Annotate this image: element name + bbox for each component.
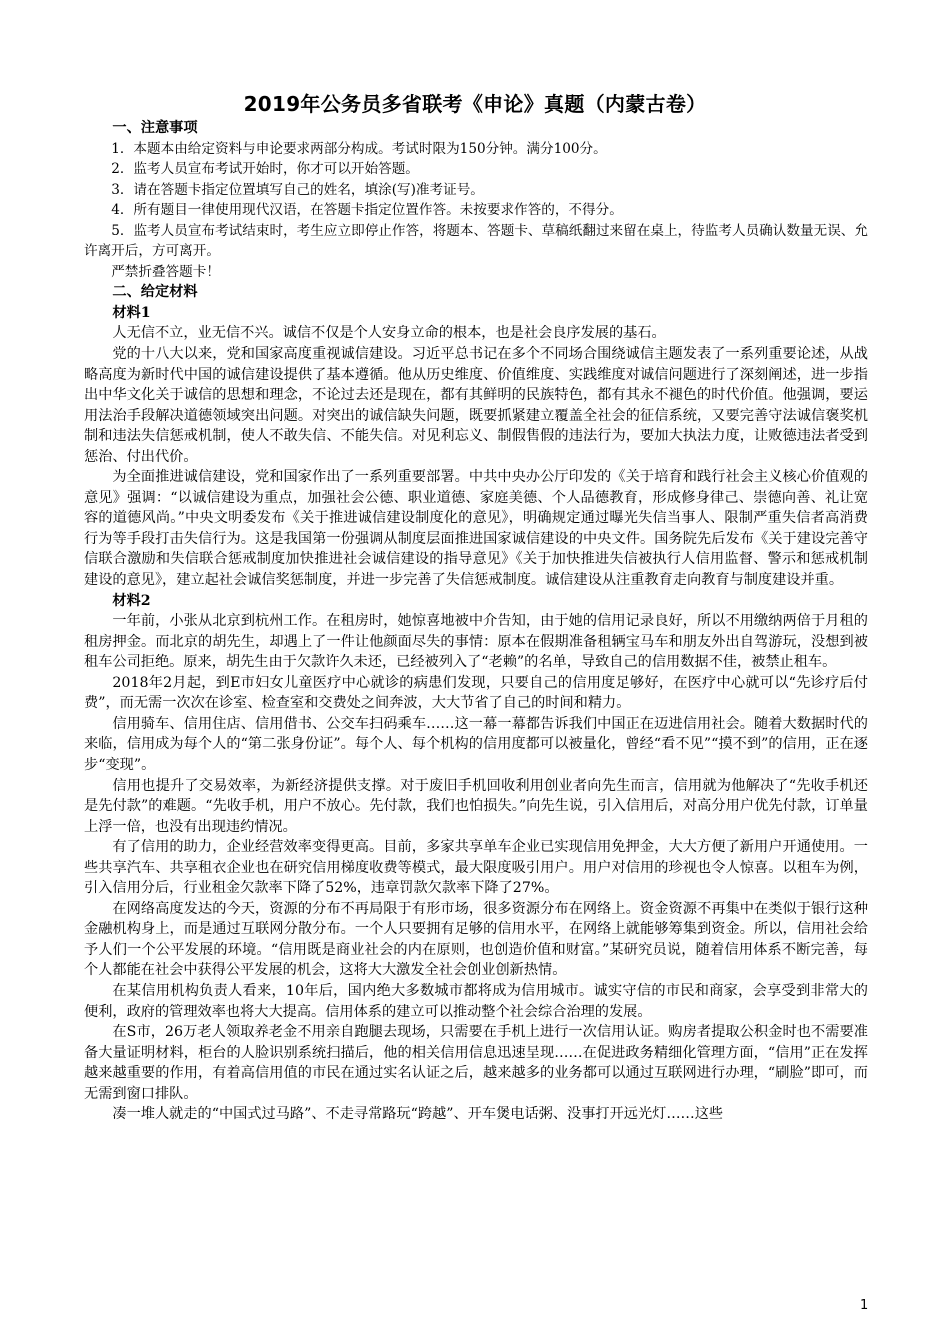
paragraph: 在网络高度发达的今天，资源的分布不再局限于有形市场，很多资源分布在网络上。资金资源不再集中在类似于银行这种金融机构身上，而是通过互联网分散分布。一个人只要拥有足够的信用水平，在网络上就能够筹集到资金。所以，信用社会给予人们一个公平发展的环境。“信用既是商业社会的内在原则，也创造价值和财富。”某研究员说，随着信用体系不断完善，每个人都能在社会中获得公平发展的机会，这将大大激发全社会创业创新热情。 bbox=[84, 900, 868, 979]
paragraph: 凑一堆人就走的“中国式过马路”、不走寻常路玩“跨越”、开车煲电话粥、没事打开远光灯……这些 bbox=[112, 1106, 724, 1123]
paragraph: 信用骑车、信用住店、信用借书、公交车扫码乘车……这一幕一幕都告诉我们中国正在迈进信用社会。随着大数据时代的来临，信用成为每个人的“第二张身份证”。每个人、每个机构的信用度都可以被量化，曾经“看不见”“摸不到”的信用，正在逐步“变现”。 bbox=[84, 715, 868, 773]
note-item: 5．监考人员宣布考试结束时，考生应立即停止作答，将题本、答题卡、草稿纸翻过来留在桌上，待监考人员确认数量无误、允许离开后，方可离开。 bbox=[84, 222, 868, 260]
paragraph: 信用也提升了交易效率，为新经济提供支撑。对于废旧手机回收利用创业者向先生而言，信用就为他解决了“先收手机还是先付款”的难题。“先收手机，用户不放心。先付款，我们也怕损失。”向先生说，引入信用后，对高分用户优先付款，订单量上浮一倍，也没有出现违约情况。 bbox=[84, 777, 868, 835]
paragraph: 在S市，26万老人领取养老金不用亲自跑腿去现场，只需要在手机上进行一次信用认证。购房者提取公积金时也不需要准备大量证明材料，柜台的人脸识别系统扫描后，他的相关信用信息迅速呈现……在促进政务精细化管理方面，“信用”正在发挥越来越重要的作用，有着高信用值的市民在通过实名认证之后，越来越多的业务都可以通过互联网进行办理，“刷脸”即可，而无需到窗口排队。 bbox=[84, 1024, 868, 1102]
section-heading-notes: 一、注意事项 bbox=[112, 120, 198, 136]
notes-list bbox=[84, 139, 868, 283]
material-1-label: 材料1 bbox=[112, 304, 151, 321]
paragraph: 党的十八大以来，党和国家高度重视诚信建设。习近平总书记在多个不同场合围绕诚信主题发表了一系列重要论述，从战略高度为新时代中国的诚信建设提供了基本遵循。他从历史维度、价值维度、实践维度对诚信问题进行了深刻阐述，进一步指出中华文化关于诚信的思想和理念，不论过去还是现在，都有其鲜明的民族特色，都有其永不褪色的时代价值。他强调，要运用法治手段解决道德领域突出问题。对突出的诚信缺失问题，既要抓紧建立覆盖全社会的征信系统，又要完善守法诚信褒奖机制和违法失信惩戒机制，使人不敢失信、不能失信。对见利忘义、制假售假的违法行为，要加大执法力度，让败德违法者受到惩治、付出代价。 bbox=[84, 346, 868, 465]
paragraph: 2018年2月起，到E市妇女儿童医疗中心就诊的病患们发现，只要自己的信用度足够好，在医疗中心就可以“先诊疗后付费”，而无需一次次在诊室、检查室和交费处之间奔波，大大节省了自己的时间和精力。 bbox=[84, 674, 868, 712]
paragraph: 一年前，小张从北京到杭州工作。在租房时，她惊喜地被中介告知，由于她的信用记录良好，所以不用缴纳两倍于月租的租房押金。而北京的胡先生，却遇上了一件让他颜面尽失的事情：原本在假期准备租辆宝马车和朋友外出自驾游玩，没想到被租车公司拒绝。原来，胡先生由于欠款许久未还，已经被列入了“老赖”的名单，导致自己的信用数据不佳，被禁止租车。 bbox=[84, 613, 868, 671]
note-item: 4．所有题目一律使用现代汉语，在答题卡指定位置作答。未按要求作答的，不得分。 bbox=[111, 202, 623, 219]
paragraph: 有了信用的助力，企业经营效率变得更高。目前，多家共享单车企业已实现信用免押金，大大方便了新用户开通使用。一些共享汽车、共享租衣企业也在研究信用梯度收费等模式，最大限度吸引用户。用户对信用的珍视也令人惊喜。以租车为例，引入信用分后，行业租金欠款率下降了52%，违章罚款欠款率下降了27%。 bbox=[84, 839, 868, 897]
page-number: 1 bbox=[860, 1298, 869, 1313]
paragraph: 在某信用机构负责人看来，10年后，国内绝大多数城市都将成为信用城市。诚实守信的市民和商家，会享受到非常大的便利，政府的管理效率也将大大提高。信用体系的建立可以推动整个社会综合治理的发展。 bbox=[84, 982, 868, 1020]
document-body bbox=[84, 118, 868, 1125]
note-item: 3．请在答题卡指定位置填写自己的姓名，填涂(写)准考证号。 bbox=[111, 181, 484, 198]
paragraph: 人无信不立，业无信不兴。诚信不仅是个人安身立命的根本，也是社会良序发展的基石。 bbox=[112, 325, 666, 342]
note-item: 1．本题本由给定资料与申论要求两部分构成。考试时限为150分钟。满分100分。 bbox=[111, 140, 607, 157]
material-2-label: 材料2 bbox=[112, 592, 151, 609]
note-item: 2．监考人员宣布考试开始时，你才可以开始答题。 bbox=[111, 161, 419, 178]
section-heading-materials: 二、给定材料 bbox=[112, 284, 198, 301]
note-item: 严禁折叠答题卡！ bbox=[111, 263, 220, 280]
page-title: 2019年公务员多省联考《申论》真题（内蒙古卷） bbox=[243, 92, 707, 116]
paragraph: 为全面推进诚信建设，党和国家作出了一系列重要部署。中共中央办公厅印发的《关于培育和践行社会主义核心价值观的意见》强调：“以诚信建设为重点，加强社会公德、职业道德、家庭美德、个人品德教育，形成修身律己、崇德向善、礼让宽容的道德风尚。”中央文明委发布《关于推进诚信建设制度化的意见》，明确规定通过曝光失信当事人、限制严重失信者高消费行为等手段打击失信行为。这是我国第一份强调从制度层面推进国家诚信建设的中央文件。国务院先后发布《关于建设完善守信联合激励和失信联合惩戒制度加快推进社会诚信建设的指导意见》《关于加快推进失信被执行人信用监督、警示和惩戒机制建设的意见》，建立起社会诚信奖惩制度，并进一步完善了失信惩戒制度。诚信建设从注重教育走向教育与制度建设并重。 bbox=[84, 469, 868, 589]
